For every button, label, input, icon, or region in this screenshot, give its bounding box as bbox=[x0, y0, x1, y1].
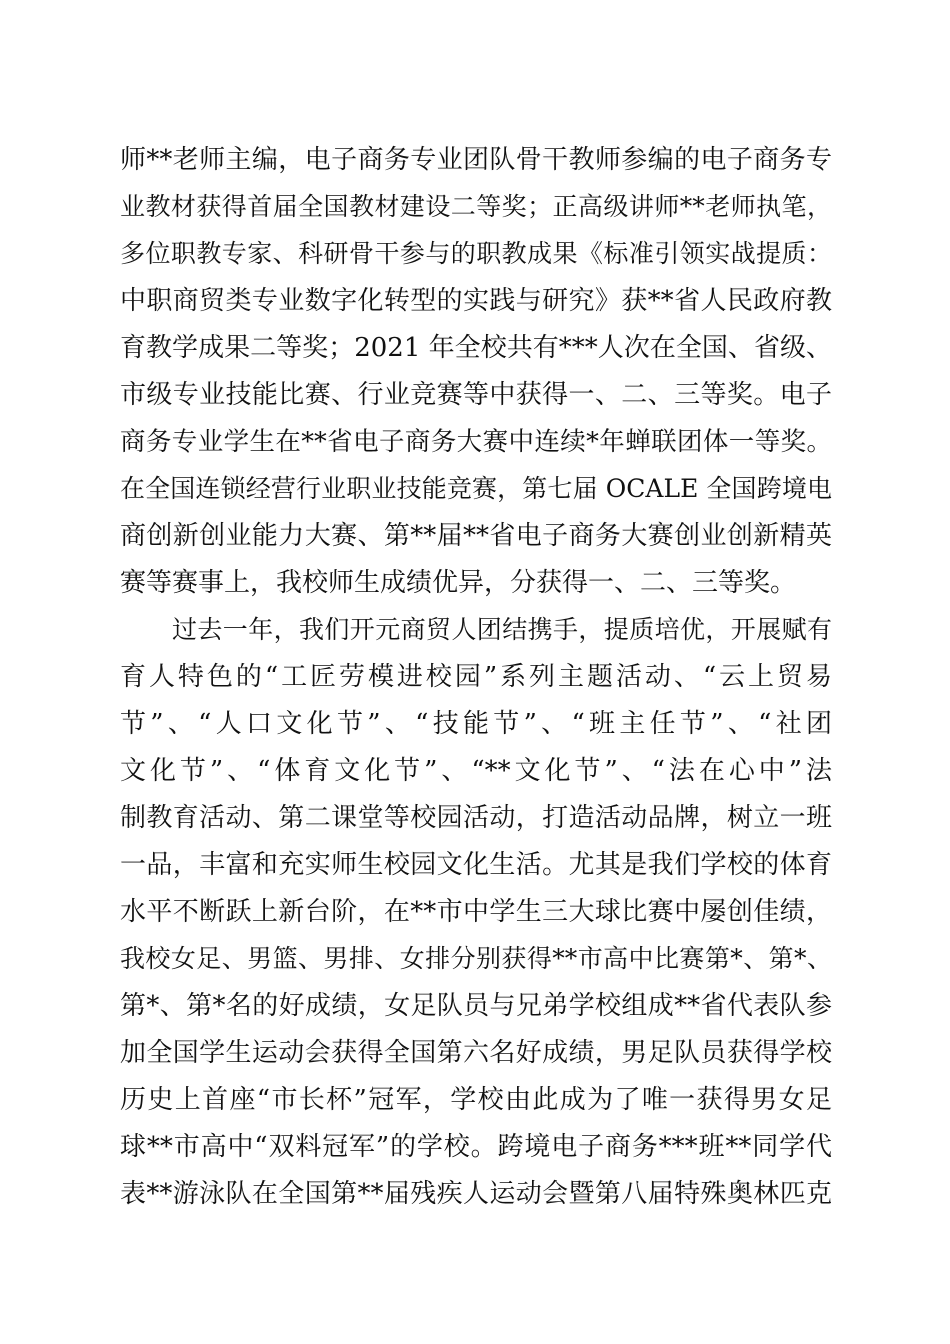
text-line: 节”、“人口文化节”、“技能节”、“班主任节”、“社团 bbox=[120, 709, 832, 739]
text-line: 第*、第*名的好成绩，女足队员与兄弟学校组成**省代表队参 bbox=[120, 991, 832, 1021]
text-line: 中职商贸类专业数字化转型的实践与研究》获**省人民政府教 bbox=[120, 286, 832, 316]
text-line: 球**市高中“双料冠军”的学校。跨境电子商务***班**同学代 bbox=[120, 1132, 832, 1162]
text-line: 我校女足、男篮、男排、女排分别获得**市高中比赛第*、第*、 bbox=[120, 944, 832, 973]
text-line: 市级专业技能比赛、行业竞赛等中获得一、二、三等奖。电子 bbox=[120, 380, 832, 410]
text-line: 多位职教专家、科研骨干参与的职教成果《标准引领实战提质： bbox=[120, 239, 832, 268]
text-line: 商务专业学生在**省电子商务大赛中连续*年蝉联团体一等奖。 bbox=[120, 427, 832, 457]
paragraph-end-line: 赛等赛事上，我校师生成绩优异，分获得一、二、三等奖。 bbox=[120, 568, 797, 598]
text-line: 育人特色的“工匠劳模进校园”系列主题活动、“云上贸易 bbox=[120, 662, 832, 692]
text-line: 师**老师主编，电子商务专业团队骨干教师参编的电子商务专 bbox=[120, 145, 832, 175]
text-line: 业教材获得首届全国教材建设二等奖；正高级讲师**老师执笔， bbox=[120, 192, 832, 221]
text-line: 商创新创业能力大赛、第**届**省电子商务大赛创业创新精英 bbox=[120, 521, 832, 551]
paragraph-start-line: 过去一年，我们开元商贸人团结携手，提质培优，开展赋有 bbox=[172, 615, 832, 644]
text-line: 制教育活动、第二课堂等校园活动，打造活动品牌，树立一班 bbox=[120, 803, 832, 833]
text-line: 在全国连锁经营行业职业技能竞赛，第七届 OCALE 全国跨境电 bbox=[120, 474, 832, 503]
text-line: 一品，丰富和充实师生校园文化生活。尤其是我们学校的体育 bbox=[120, 850, 832, 880]
text-line: 育教学成果二等奖；2021 年全校共有***人次在全国、省级、 bbox=[120, 333, 832, 363]
text-line: 历史上首座“市长杯”冠军，学校由此成为了唯一获得男女足 bbox=[120, 1085, 832, 1115]
text-line: 文化节”、“体育文化节”、“**文化节”、“法在心中”法 bbox=[120, 756, 832, 786]
text-line: 水平不断跃上新台阶，在**市中学生三大球比赛中屡创佳绩， bbox=[120, 897, 832, 927]
text-line: 加全国学生运动会获得全国第六名好成绩，男足队员获得学校 bbox=[120, 1038, 832, 1068]
text-line: 表**游泳队在全国第**届残疾人运动会暨第八届特殊奥林匹克 bbox=[120, 1179, 832, 1209]
